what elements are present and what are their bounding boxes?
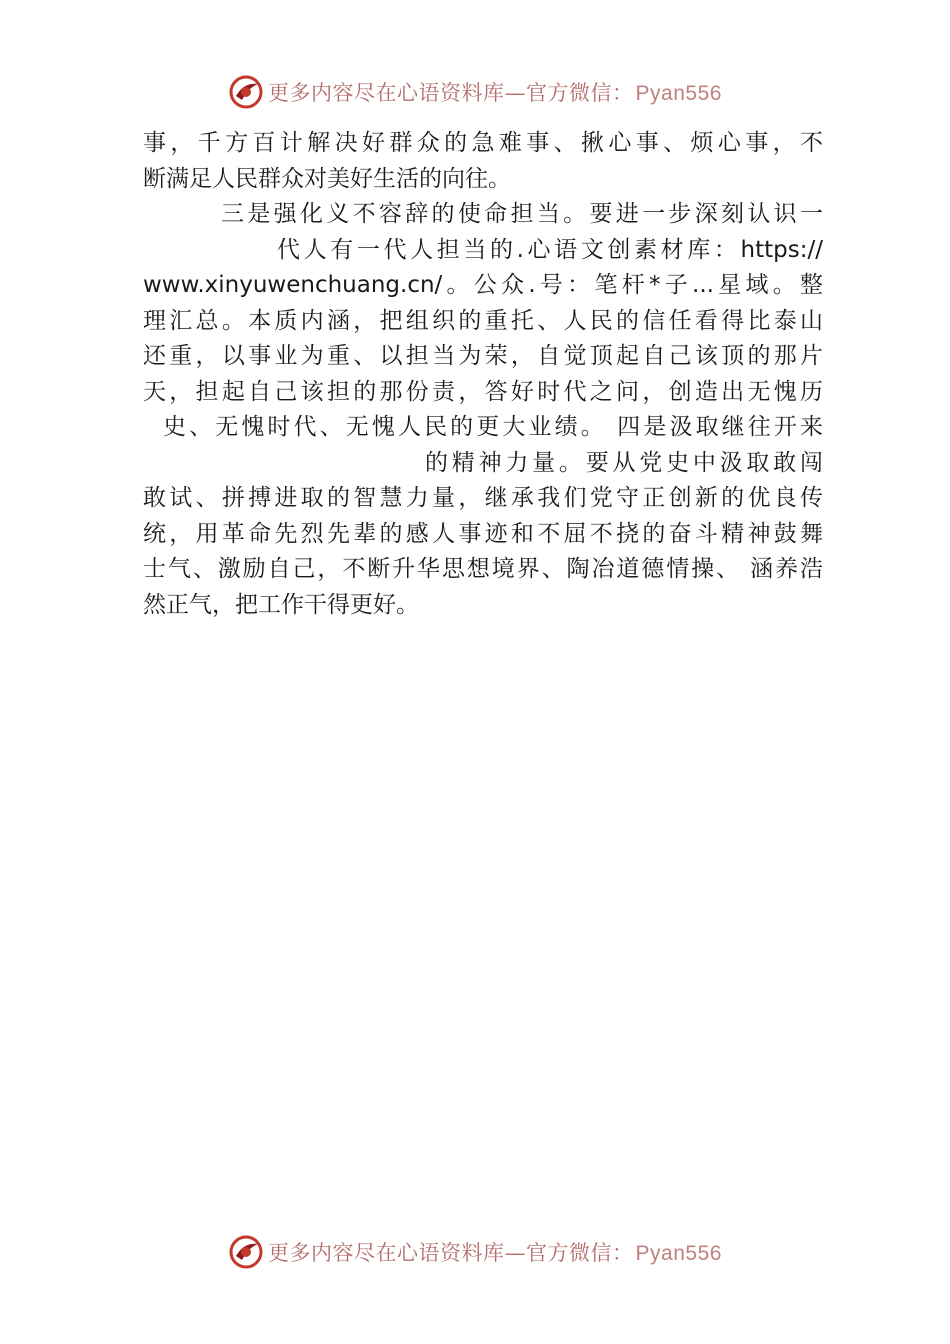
header-banner-text — [268, 77, 722, 107]
header-banner — [0, 72, 950, 112]
seal-logo-icon — [228, 1234, 264, 1270]
footer-banner-main: 更多内容尽在心语资料库—官方微信： — [268, 1241, 634, 1265]
seal-logo-icon — [228, 74, 264, 110]
body-line-6: 理汇总。本质内涵，把组织的重托、人民的信任看得比泰山 — [143, 307, 823, 334]
body-line-1: 事，千方百计解决好群众的急难事、揪心事、烦心事，不 — [143, 130, 823, 156]
body-line-5: www.xinyuwenchuang.cn/。公众.号：笔杆*子...星域。整 — [143, 272, 823, 298]
body-line-12: 统，用革命先烈先辈的感人事迹和不屈不挠的奋斗精神鼓舞 — [143, 520, 823, 547]
body-line-3: 三是强化义不容辞的使命担当。要进一步深刻认识一 — [221, 201, 823, 227]
footer-banner-text — [268, 1237, 722, 1267]
body-line-8: 天，担起自己该担的那份责，答好时代之问，创造出无愧历 — [143, 378, 823, 405]
body-line-2: 断满足人民群众对美好生活的向往。 — [143, 165, 511, 192]
body-line-14: 然正气，把工作干得更好。 — [143, 591, 419, 618]
header-banner-main: 更多内容尽在心语资料库—官方微信： — [268, 81, 634, 105]
body-line-13: 士气、激励自己，不断升华思想境界、陶冶道德情操、 涵养浩 — [143, 556, 823, 582]
body-line-7: 还重，以事业为重、以担当为荣，自觉顶起自己该顶的那片 — [143, 343, 823, 369]
header-wechat-id: Pyan556 — [635, 82, 722, 105]
body-line-10: 的精神力量。要从党史中汲取敢闯 — [425, 449, 823, 476]
body-line-4: 代人有一代人担当的.心语文创素材库：https:// — [277, 236, 823, 263]
body-line-9: 史、无愧时代、无愧人民的更大业绩。 四是汲取继往开来 — [163, 414, 823, 440]
body-line-11: 敢试、拼搏进取的智慧力量，继承我们党守正创新的优良传 — [143, 485, 823, 511]
document-body — [143, 126, 823, 623]
footer-banner — [0, 1232, 950, 1272]
footer-wechat-id: Pyan556 — [635, 1242, 722, 1265]
